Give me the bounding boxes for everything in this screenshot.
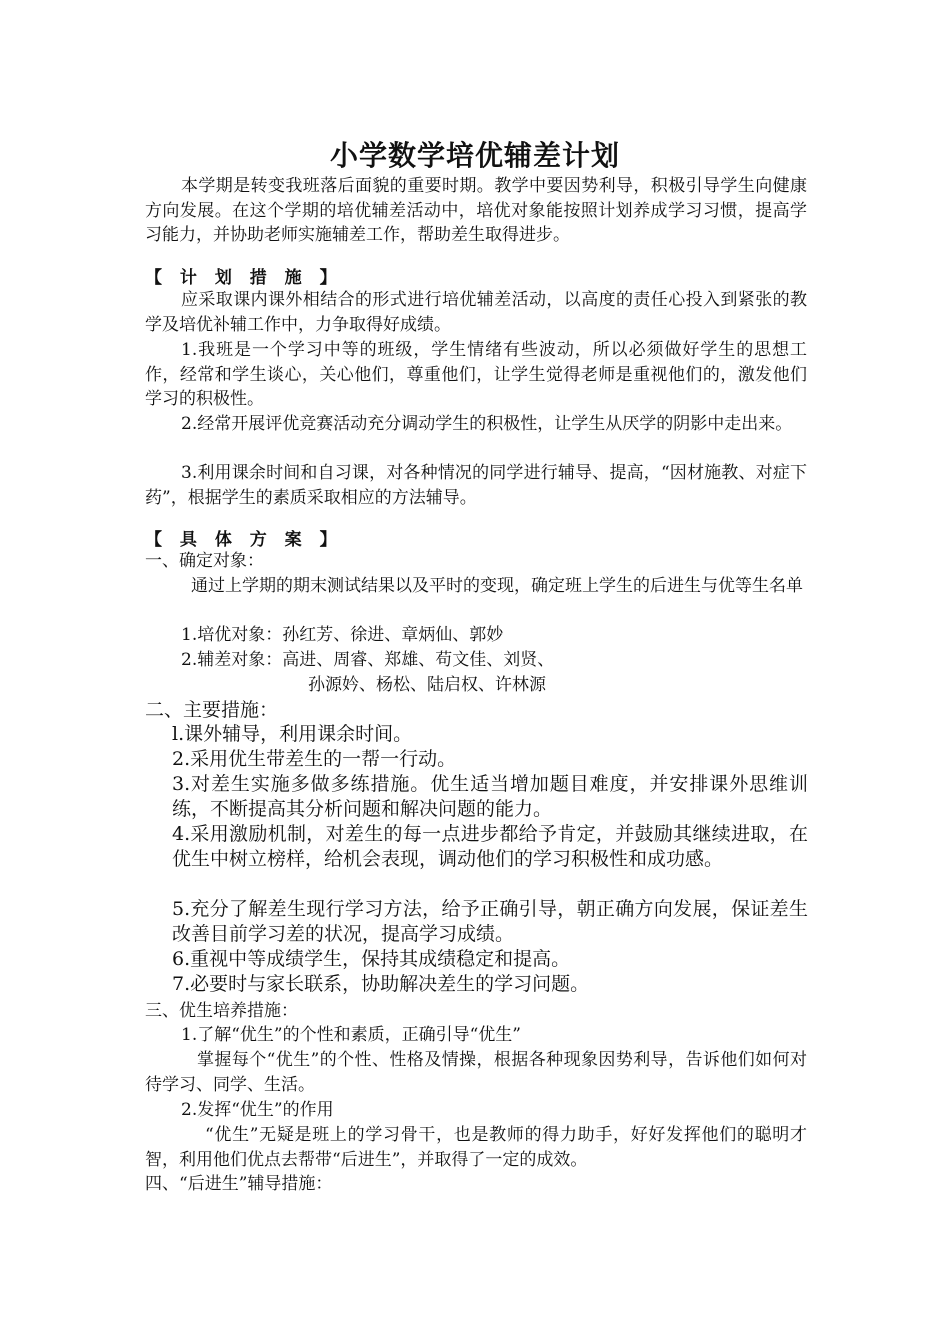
section-3-point-1-text: 掌握每个“优生”的个性、性格及情操，根据各种现象因势利导，告诉他们如何对待学习、同学、生活。 xyxy=(145,1050,807,1095)
section-4-title: 四、“后进生”辅导措施： xyxy=(145,1174,333,1194)
section-3-point-1-title: 1.了解“优生”的个性和素质，正确引导“优生” xyxy=(181,1025,521,1045)
section-3-title: 三、优生培养措施： xyxy=(145,1001,298,1021)
measure-item-4: 4.采用激励机制，对差生的每一点进步都给予肯定，并鼓励其继续进取，在优生中树立榜样，给机会表现，调动他们的学习积极性和成功感。 xyxy=(172,823,808,870)
section-1-title: 一、确定对象： xyxy=(145,551,264,571)
scheme-heading: 【 具 体 方 案 】 xyxy=(145,530,343,550)
plan-item-1: 1.我班是一个学习中等的班级，学生情绪有些波动，所以必须做好学生的思想工作，经常和学生谈心，关心他们，尊重他们，让学生觉得老师是重视他们的，激发他们学习的积极性。 xyxy=(145,340,807,409)
plan-item-2: 2.经常开展评优竞赛活动充分调动学生的积极性，让学生从厌学的阴影中走出来。 xyxy=(181,414,793,434)
measure-item-2: 2.采用优生带差生的一帮一行动。 xyxy=(172,748,457,770)
weak-students-continued: 孙源妗、杨松、陆启权、许林源 xyxy=(308,675,546,695)
section-2-title: 二、主要措施： xyxy=(145,699,279,721)
plan-item-3: 3.利用课余时间和自习课，对各种情况的同学进行辅导、提高，“因材施教、对症下药”，根据学生的素质采取相应的方法辅导。 xyxy=(145,463,807,508)
plan-heading: 【 计 划 措 施 】 xyxy=(145,268,343,288)
section-1-text: 通过上学期的期末测试结果以及平时的变现，确定班上学生的后进生与优等生名单 xyxy=(191,576,803,596)
page-title: 小学数学培优辅差计划 xyxy=(329,139,620,172)
intro-paragraph: 本学期是转变我班落后面貌的重要时期。教学中要因势利导，积极引导学生向健康方向发展。在这个学期的培优辅差活动中，培优对象能按照计划养成学习习惯，提高学习能力，并协助老师实施辅差工作，帮助差生取得进步。 xyxy=(145,176,807,245)
section-3-point-2-text: “优生”无疑是班上的学习骨干，也是教师的得力助手，好好发挥他们的聪明才智，利用他们优点去帮带“后进生”，并取得了一定的成效。 xyxy=(145,1125,807,1170)
section-3-point-2-title: 2.发挥“优生”的作用 xyxy=(181,1100,334,1120)
measure-item-7: 7.必要时与家长联系，协助解决差生的学习问题。 xyxy=(172,973,590,995)
measure-item-6: 6.重视中等成绩学生，保持其成绩稳定和提高。 xyxy=(172,948,571,970)
excellent-students: 1.培优对象：孙红芳、徐进、章炳仙、郭妙 xyxy=(181,625,504,645)
weak-students: 2.辅差对象：高进、周睿、郑雄、苟文佳、刘贤、 xyxy=(181,650,555,670)
measure-item-3: 3.对差生实施多做多练措施。优生适当增加题目难度，并安排课外思维训练，不断提高其分析问题和解决问题的能力。 xyxy=(172,773,808,820)
measure-item-1: l.课外辅导，利用课余时间。 xyxy=(172,723,413,745)
plan-lead-paragraph: 应采取课内课外相结合的形式进行培优辅差活动，以高度的责任心投入到紧张的教学及培优补辅工作中，力争取得好成绩。 xyxy=(145,290,807,335)
measure-item-5: 5.充分了解差生现行学习方法，给予正确引导，朝正确方向发展，保证差生改善目前学习差的状况，提高学习成绩。 xyxy=(172,898,808,945)
